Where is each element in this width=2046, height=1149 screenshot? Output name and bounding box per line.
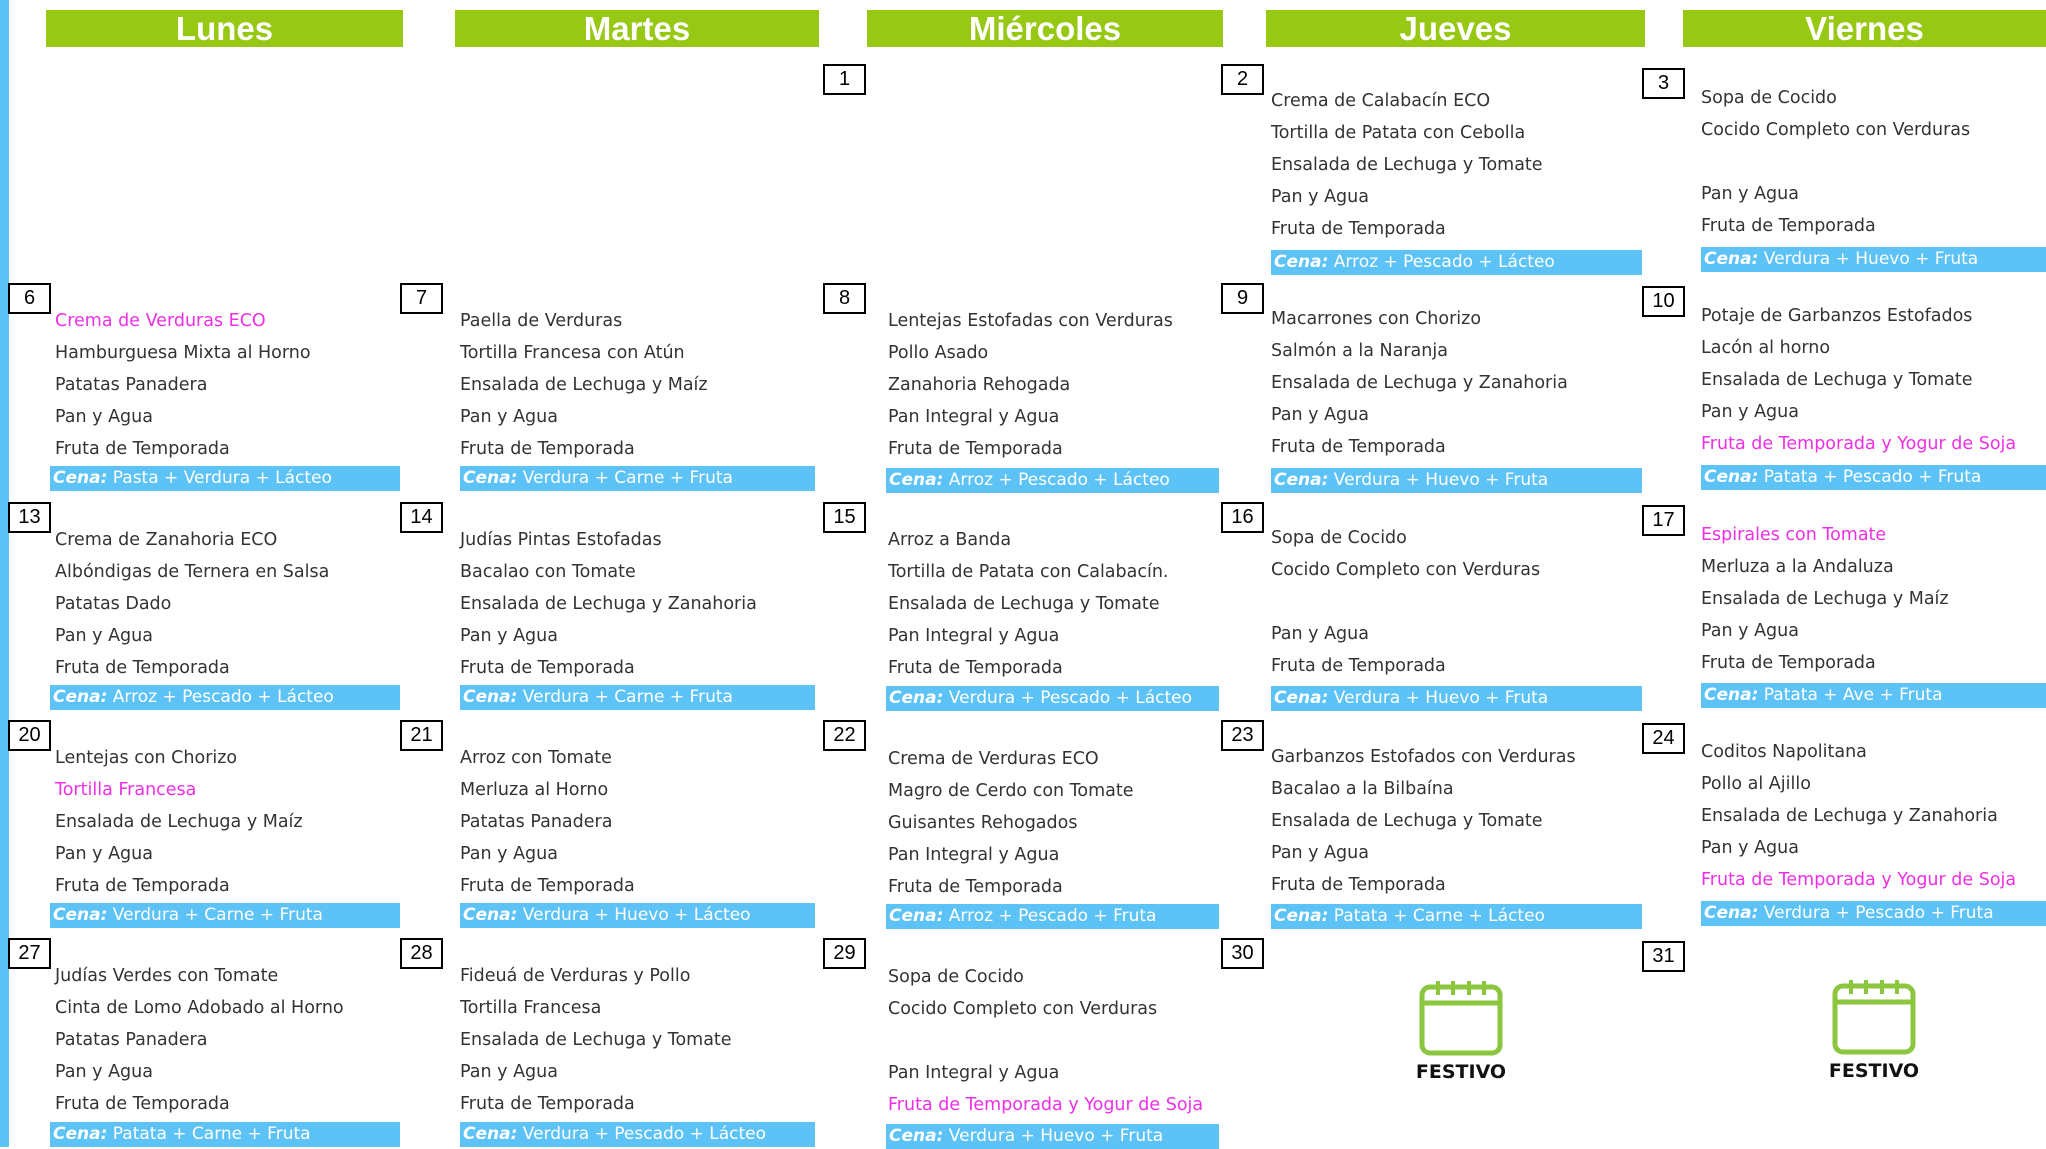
menu-item: Fruta de Temporada — [55, 658, 230, 678]
header-martes: Martes — [455, 10, 819, 47]
menu-item: Ensalada de Lechuga y Maíz — [55, 812, 303, 832]
menu-item: Patatas Dado — [55, 594, 172, 614]
menu-item: Pan y Agua — [1701, 838, 1799, 858]
day-number: 15 — [823, 502, 866, 533]
cena-value: Verdura + Huevo + Fruta — [1758, 249, 1979, 269]
menu-item: Crema de Zanahoria ECO — [55, 530, 278, 550]
menu-item: Lacón al horno — [1701, 338, 1831, 358]
menu-item: Pan y Agua — [460, 626, 558, 646]
day-menu — [1701, 519, 1949, 679]
menu-item: Sopa de Cocido — [1271, 528, 1407, 548]
menu-item: Ensalada de Lechuga y Maíz — [460, 375, 708, 395]
day-menu — [1701, 82, 1970, 242]
menu-item: Fruta de Temporada — [1271, 437, 1446, 457]
menu-item: Pan Integral y Agua — [888, 407, 1060, 427]
menu-item: Tortilla Francesa — [460, 998, 602, 1018]
cena-value: Pasta + Verdura + Lácteo — [107, 468, 332, 488]
cena-bar — [50, 685, 400, 710]
calendar-icon — [1418, 979, 1504, 1057]
menu-item: Pan y Agua — [1701, 621, 1799, 641]
menu-item: Ensalada de Lechuga y Zanahoria — [1271, 373, 1568, 393]
menu-item: Pan y Agua — [460, 407, 558, 427]
cena-value: Arroz + Pescado + Fruta — [943, 906, 1157, 926]
cena-value: Patata + Pescado + Fruta — [1758, 467, 1982, 487]
menu-item: Albóndigas de Ternera en Salsa — [55, 562, 330, 582]
cena-label: Cena: — [53, 687, 108, 707]
menu-item: Fruta de Temporada — [460, 439, 635, 459]
menu-item: Cinta de Lomo Adobado al Horno — [55, 998, 344, 1018]
menu-item: Hamburguesa Mixta al Horno — [55, 343, 311, 363]
day-menu — [55, 305, 311, 465]
menu-item: Arroz con Tomate — [460, 748, 612, 768]
cena-value: Patata + Ave + Fruta — [1758, 685, 1943, 705]
cena-value: Patata + Carne + Lácteo — [1328, 906, 1545, 926]
day-menu — [1271, 741, 1576, 901]
cena-label: Cena: — [1274, 252, 1329, 272]
menu-item: Tortilla de Patata con Calabacín. — [888, 562, 1169, 582]
menu-item: Cocido Completo con Verduras — [888, 999, 1158, 1019]
day-number: 23 — [1221, 720, 1264, 751]
cena-label: Cena: — [1704, 249, 1759, 269]
menu-item: Cocido Completo con Verduras — [1701, 120, 1971, 140]
menu-item: Fideuá de Verduras y Pollo — [460, 966, 691, 986]
cena-value: Arroz + Pescado + Lácteo — [107, 687, 334, 707]
menu-item: Judías Pintas Estofadas — [460, 530, 662, 550]
menu-item: Ensalada de Lechuga y Tomate — [888, 594, 1160, 614]
festivo-label: FESTIVO — [1828, 1060, 1920, 1082]
cena-value: Verdura + Pescado + Lácteo — [517, 1124, 767, 1144]
cena-bar — [1271, 904, 1642, 929]
menu-item: Pan y Agua — [55, 844, 153, 864]
cena-value: Verdura + Huevo + Lácteo — [517, 905, 751, 925]
menu-item — [888, 1025, 1203, 1057]
day-number: 13 — [8, 502, 51, 533]
cena-value: Verdura + Carne + Fruta — [517, 687, 733, 707]
day-number: 9 — [1221, 283, 1264, 314]
menu-item: Patatas Panadera — [55, 1030, 208, 1050]
day-menu — [888, 524, 1169, 684]
cena-value: Verdura + Pescado + Fruta — [1758, 903, 1994, 923]
menu-item: Fruta de Temporada — [888, 658, 1063, 678]
menu-item: Patatas Panadera — [460, 812, 613, 832]
cena-label: Cena: — [1274, 470, 1329, 490]
day-number: 2 — [1221, 64, 1264, 95]
menu-item: Potaje de Garbanzos Estofados — [1701, 306, 1973, 326]
cena-label: Cena: — [889, 688, 944, 708]
menu-item: Patatas Panadera — [55, 375, 208, 395]
menu-item: Fruta de Temporada — [1271, 656, 1446, 676]
cena-bar — [460, 903, 815, 928]
menu-item: Tortilla Francesa — [55, 780, 197, 800]
menu-item: Pan y Agua — [55, 626, 153, 646]
cena-label: Cena: — [463, 468, 518, 488]
cena-bar — [460, 685, 815, 710]
menu-item: Crema de Calabacín ECO — [1271, 91, 1491, 111]
day-menu — [55, 742, 303, 902]
day-menu — [1701, 300, 2016, 460]
menu-item: Pan y Agua — [1271, 843, 1369, 863]
menu-item: Lentejas con Chorizo — [55, 748, 238, 768]
menu-item: Salmón a la Naranja — [1271, 341, 1448, 361]
cena-bar — [1701, 465, 2046, 490]
cena-value: Verdura + Carne + Fruta — [517, 468, 733, 488]
menu-item: Bacalao con Tomate — [460, 562, 636, 582]
day-menu — [55, 524, 329, 684]
cena-bar — [50, 1122, 400, 1147]
cena-label: Cena: — [1704, 467, 1759, 487]
menu-item: Ensalada de Lechuga y Tomate — [460, 1030, 732, 1050]
menu-item: Fruta de Temporada — [460, 658, 635, 678]
cena-label: Cena: — [53, 1124, 108, 1144]
day-menu — [460, 742, 635, 902]
cena-value: Verdura + Carne + Fruta — [107, 905, 323, 925]
day-menu — [460, 524, 757, 684]
day-number: 29 — [823, 938, 866, 969]
cena-bar — [886, 904, 1219, 929]
menu-item: Crema de Verduras ECO — [55, 311, 266, 331]
menu-item: Tortilla de Patata con Cebolla — [1271, 123, 1526, 143]
cena-label: Cena: — [463, 687, 518, 707]
cena-label: Cena: — [1704, 903, 1759, 923]
day-menu — [1271, 303, 1568, 463]
cena-value: Verdura + Huevo + Fruta — [1328, 688, 1549, 708]
cena-bar — [460, 1122, 815, 1147]
menu-item: Macarrones con Chorizo — [1271, 309, 1482, 329]
cena-value: Verdura + Huevo + Fruta — [1328, 470, 1549, 490]
cena-bar — [886, 468, 1219, 493]
menu-item: Fruta de Temporada — [1701, 653, 1876, 673]
cena-bar — [886, 686, 1219, 711]
day-menu — [1271, 85, 1543, 245]
cena-bar — [1701, 901, 2046, 926]
cena-bar — [1271, 468, 1642, 493]
day-number: 3 — [1642, 68, 1685, 99]
menu-item: Pan y Agua — [460, 844, 558, 864]
menu-item: Pan Integral y Agua — [888, 1063, 1060, 1083]
menu-item: Pan y Agua — [1271, 187, 1369, 207]
day-number: 24 — [1642, 723, 1685, 754]
day-number: 21 — [400, 720, 443, 751]
menu-item: Pan y Agua — [1271, 624, 1369, 644]
menu-item: Fruta de Temporada y Yogur de Soja — [1701, 870, 2017, 890]
header-lunes: Lunes — [46, 10, 403, 47]
menu-item: Ensalada de Lechuga y Tomate — [1271, 155, 1543, 175]
cena-bar — [1701, 683, 2046, 708]
cena-label: Cena: — [463, 1124, 518, 1144]
cena-label: Cena: — [463, 905, 518, 925]
menu-item: Merluza al Horno — [460, 780, 609, 800]
day-number: 22 — [823, 720, 866, 751]
menu-item: Bacalao a la Bilbaína — [1271, 779, 1454, 799]
cena-bar — [886, 1124, 1219, 1149]
festivo-badge — [1819, 978, 1929, 1088]
menu-item: Ensalada de Lechuga y Tomate — [1701, 370, 1973, 390]
cena-label: Cena: — [889, 906, 944, 926]
cena-label: Cena: — [889, 470, 944, 490]
menu-item: Fruta de Temporada — [55, 439, 230, 459]
menu-item: Pan y Agua — [1271, 405, 1369, 425]
menu-item: Ensalada de Lechuga y Zanahoria — [460, 594, 757, 614]
day-menu — [1271, 522, 1540, 682]
menu-item: Fruta de Temporada — [55, 1094, 230, 1114]
menu-item: Pan Integral y Agua — [888, 845, 1060, 865]
day-number: 17 — [1642, 505, 1685, 536]
day-menu — [460, 960, 732, 1120]
cena-label: Cena: — [889, 1126, 944, 1146]
cena-label: Cena: — [53, 468, 108, 488]
menu-item: Fruta de Temporada — [1701, 216, 1876, 236]
day-menu — [460, 305, 708, 465]
day-number: 14 — [400, 502, 443, 533]
menu-item: Judías Verdes con Tomate — [55, 966, 279, 986]
day-number: 6 — [8, 283, 51, 314]
left-accent-bar — [0, 0, 9, 1147]
menu-item: Paella de Verduras — [460, 311, 623, 331]
cena-bar — [1271, 686, 1642, 711]
menu-item: Lentejas Estofadas con Verduras — [888, 311, 1173, 331]
menu-item: Ensalada de Lechuga y Zanahoria — [1701, 806, 1998, 826]
header-miercoles: Miércoles — [867, 10, 1223, 47]
day-number: 30 — [1221, 938, 1264, 969]
day-menu — [888, 305, 1173, 465]
menu-item: Magro de Cerdo con Tomate — [888, 781, 1134, 801]
day-number: 16 — [1221, 502, 1264, 533]
menu-item: Pan y Agua — [55, 407, 153, 427]
day-number: 20 — [8, 720, 51, 751]
menu-item: Pollo Asado — [888, 343, 989, 363]
menu-item: Espirales con Tomate — [1701, 525, 1887, 545]
cena-value: Arroz + Pescado + Lácteo — [943, 470, 1170, 490]
menu-item: Sopa de Cocido — [1701, 88, 1837, 108]
cena-label: Cena: — [53, 905, 108, 925]
menu-item: Pollo al Ajillo — [1701, 774, 1811, 794]
menu-item: Fruta de Temporada — [888, 439, 1063, 459]
menu-item: Pan y Agua — [55, 1062, 153, 1082]
menu-item: Fruta de Temporada y Yogur de Soja — [888, 1095, 1204, 1115]
festivo-label: FESTIVO — [1415, 1061, 1507, 1083]
menu-item — [1701, 146, 1970, 178]
day-menu — [55, 960, 344, 1120]
menu-item: Ensalada de Lechuga y Tomate — [1271, 811, 1543, 831]
menu-item: Guisantes Rehogados — [888, 813, 1078, 833]
menu-item: Arroz a Banda — [888, 530, 1012, 550]
header-viernes: Viernes — [1683, 10, 2046, 47]
menu-item — [1271, 586, 1540, 618]
menu-item: Sopa de Cocido — [888, 967, 1024, 987]
menu-item: Zanahoria Rehogada — [888, 375, 1071, 395]
calendar-icon — [1831, 978, 1917, 1056]
day-menu — [888, 961, 1203, 1121]
day-number: 31 — [1642, 941, 1685, 972]
cena-bar — [50, 903, 400, 928]
menu-item: Crema de Verduras ECO — [888, 749, 1099, 769]
cena-value: Patata + Carne + Fruta — [107, 1124, 311, 1144]
menu-item: Pan Integral y Agua — [888, 626, 1060, 646]
cena-label: Cena: — [1274, 906, 1329, 926]
menu-item: Fruta de Temporada y Yogur de Soja — [1701, 434, 2017, 454]
cena-label: Cena: — [1274, 688, 1329, 708]
menu-item: Pan y Agua — [460, 1062, 558, 1082]
menu-item: Coditos Napolitana — [1701, 742, 1867, 762]
day-number: 1 — [823, 64, 866, 95]
day-number: 8 — [823, 283, 866, 314]
menu-item: Cocido Completo con Verduras — [1271, 560, 1541, 580]
cena-bar — [1271, 250, 1642, 275]
cena-label: Cena: — [1704, 685, 1759, 705]
cena-value: Arroz + Pescado + Lácteo — [1328, 252, 1555, 272]
menu-item: Garbanzos Estofados con Verduras — [1271, 747, 1576, 767]
menu-item: Fruta de Temporada — [1271, 219, 1446, 239]
cena-bar — [1701, 247, 2046, 272]
cena-bar — [50, 466, 400, 491]
day-menu — [1701, 736, 2016, 896]
header-jueves: Jueves — [1266, 10, 1645, 47]
menu-item: Pan y Agua — [1701, 402, 1799, 422]
cena-value: Verdura + Huevo + Fruta — [943, 1126, 1164, 1146]
day-menu — [888, 743, 1134, 903]
cena-value: Verdura + Pescado + Lácteo — [943, 688, 1193, 708]
cena-bar — [460, 466, 815, 491]
menu-item: Ensalada de Lechuga y Maíz — [1701, 589, 1949, 609]
menu-item: Fruta de Temporada — [888, 877, 1063, 897]
menu-item: Merluza a la Andaluza — [1701, 557, 1894, 577]
menu-item: Tortilla Francesa con Atún — [460, 343, 685, 363]
day-number: 10 — [1642, 286, 1685, 317]
menu-item: Pan y Agua — [1701, 184, 1799, 204]
day-number: 7 — [400, 283, 443, 314]
day-number: 28 — [400, 938, 443, 969]
festivo-badge — [1406, 979, 1516, 1089]
menu-item: Fruta de Temporada — [460, 1094, 635, 1114]
menu-item: Fruta de Temporada — [1271, 875, 1446, 895]
menu-item: Fruta de Temporada — [460, 876, 635, 896]
menu-item: Fruta de Temporada — [55, 876, 230, 896]
day-number: 27 — [8, 938, 51, 969]
